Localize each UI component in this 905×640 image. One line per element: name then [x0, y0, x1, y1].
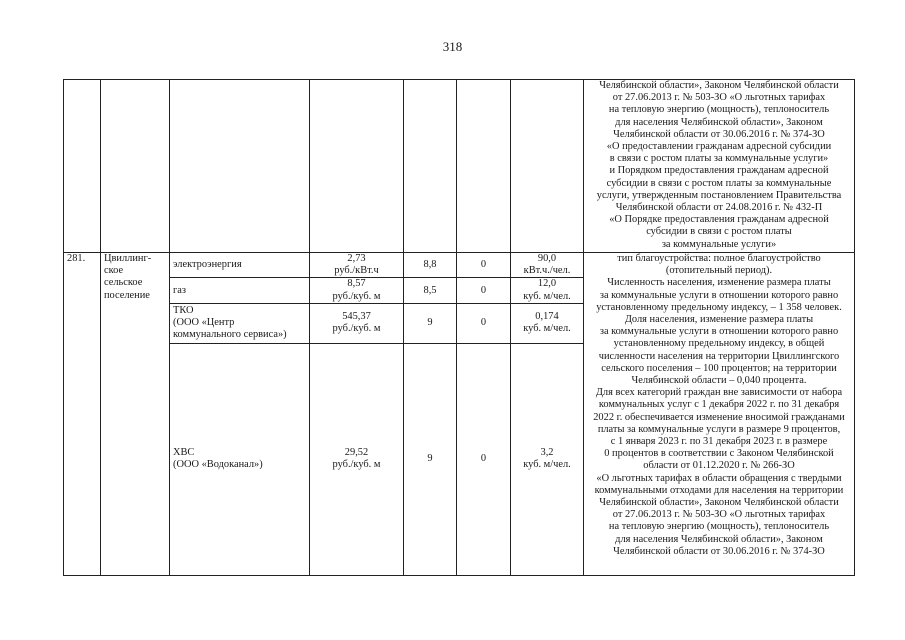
empty-cell	[457, 80, 511, 253]
empty-cell	[511, 80, 584, 253]
index-value: 8,5	[404, 278, 457, 303]
settlement-name: Цвиллинг- ское сельское поселение	[101, 253, 170, 576]
tariff-value: 2,73 руб./кВт.ч	[310, 253, 404, 278]
empty-cell	[310, 80, 404, 253]
empty-cell	[101, 80, 170, 253]
index-value: 8,8	[404, 253, 457, 278]
service-name: электроэнергия	[170, 253, 310, 278]
index-value: 9	[404, 303, 457, 343]
norm-value: 12,0 куб. м/чел.	[511, 278, 584, 303]
service-name: газ	[170, 278, 310, 303]
page-number: 318	[442, 39, 463, 54]
empty-cell	[170, 80, 310, 253]
delta-value: 0	[457, 343, 511, 575]
norm-value: 3,2 куб. м/чел.	[511, 343, 584, 575]
service-name: ТКО (ООО «Центр коммунального сервиса»)	[170, 303, 310, 343]
tariff-table	[63, 79, 855, 576]
norm-value: 0,174 куб. м/чел.	[511, 303, 584, 343]
service-name: ХВС (ООО «Водоканал»)	[170, 343, 310, 575]
description-text: тип благоустройства: полное благоустройство (отопительный период). Численность населения, изменение размера платы за коммунальные услуги в отношении которого равно установленному предельному индексу, – 1 358 человек. Доля населения, изменение размера платы за коммунальные услуги в отношении которого равно установленному предельному индексу, в общей численности населения на территории Цвиллингского сельского поселения – 100 процентов; на территории Челябинской области – 0,040 процента. Для всех категорий граждан вне зависимости от набора коммунальных услуг с 1 декабря 2022 г. по 31 декабря 2022 г. обеспечивается изменение вносимой гражданами платы за коммунальные услуги в размере 9 процентов, с 1 января 2023 г. по 31 декабря 2023 г. в размере 0 процентов в соответствии с Законом Челябинской области от 01.12.2020 г. № 266-ЗО «О льготных тарифах в области обращения с твердыми коммунальными отходами для населения на территории Челябинской области», Законом Челябинской области от 27.06.2013 г. № 503-ЗО «О льготных тарифах на тепловую энергию (мощность), теплоноситель для населения Челябинской области», Законом Челябинской области от 30.06.2016 г. № 374-ЗО	[584, 253, 855, 576]
empty-cell	[64, 80, 101, 253]
continuation-legal-text: Челябинской области», Законом Челябинской области от 27.06.2013 г. № 503-ЗО «О льготных тарифах на тепловую энергию (мощность), теплоноситель для населения Челябинской области», Законом Челябинской области от 30.06.2016 г. № 374-ЗО «О предоставлении гражданам адресной субсидии в связи с ростом платы за коммунальные услуги» и Порядком предоставления гражданам адресной субсидии в связи с ростом платы за коммунальные услуги, утвержденным постановлением Правительства Челябинской области от 24.08.2016 г. № 432-П «О Порядке предоставления гражданам адресной субсидии в связи с ростом платы за коммунальные услуги»	[584, 80, 855, 253]
delta-value: 0	[457, 253, 511, 278]
norm-value: 90,0 кВт.ч./чел.	[511, 253, 584, 278]
tariff-value: 29,52 руб./куб. м	[310, 343, 404, 575]
index-value: 9	[404, 343, 457, 575]
service-row-electricity	[64, 253, 855, 278]
empty-cell	[404, 80, 457, 253]
continuation-row	[64, 80, 855, 253]
tariff-value: 545,37 руб./куб. м	[310, 303, 404, 343]
delta-value: 0	[457, 303, 511, 343]
delta-value: 0	[457, 278, 511, 303]
tariff-value: 8,57 руб./куб. м	[310, 278, 404, 303]
row-number: 281.	[64, 253, 101, 576]
